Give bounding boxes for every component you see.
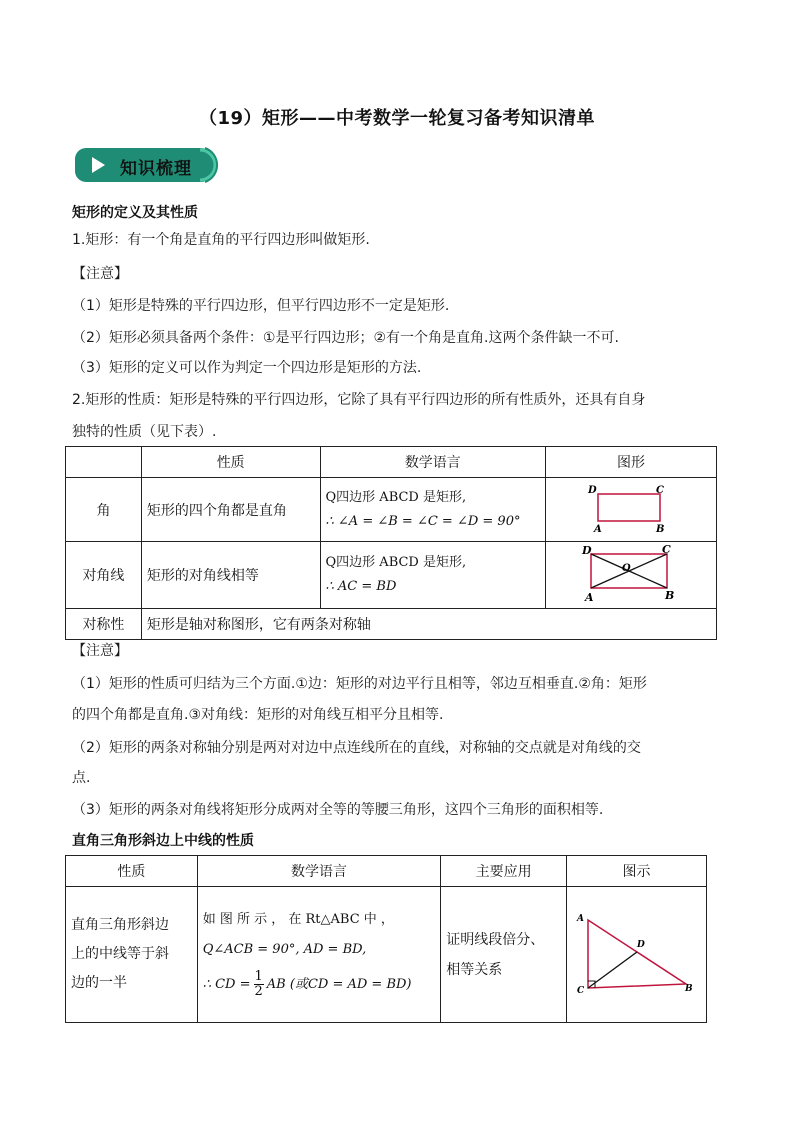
application-line: 相等关系: [446, 961, 503, 978]
vertex-label-c: C: [656, 484, 665, 496]
math-line: 如 图 所 示 ， 在 Rt△ABC 中 ，: [202, 911, 394, 927]
rectangle-properties-table: [65, 446, 717, 640]
math-line: Q四边形 ABCD 是矩形,: [325, 555, 467, 570]
midpoint-label-d: D: [637, 939, 646, 950]
property-cell: 矩形的四个角都是直角: [141, 478, 320, 542]
median-property-table: [65, 855, 707, 1023]
figure-cell: [566, 887, 706, 1023]
math-line: ∴ AC = BD: [325, 579, 397, 594]
vertex-label-d: D: [582, 544, 592, 557]
note-label: 【注意】: [72, 266, 128, 282]
property-cell: 矩形的对角线相等: [141, 542, 320, 609]
header-cell: 性质: [141, 447, 320, 478]
fraction-denominator: 2: [254, 984, 263, 999]
note-item: （3）矩形的定义可以作为判定一个四边形是矩形的方法.: [72, 360, 422, 376]
center-label-o: O: [622, 563, 631, 574]
vertex-label-b: B: [665, 589, 675, 602]
figure-cell: [546, 478, 717, 542]
note-item: （1）矩形的性质可归结为三个方面.①边：矩形的对边平行且相等，邻边互相垂直.②角：矩形: [72, 676, 647, 692]
section-heading-median: 直角三角形斜边上中线的性质: [72, 833, 254, 849]
vertex-label-c: C: [577, 985, 585, 996]
header-cell: 图形: [546, 447, 717, 478]
math-line: ∴ ∠A = ∠B = ∠C = ∠D = 90°: [325, 513, 521, 529]
row-name: 对角线: [66, 542, 142, 609]
vertex-label-b: B: [685, 983, 694, 994]
table-row: [66, 887, 707, 1023]
vertex-label-a: A: [594, 523, 602, 533]
property-cell: 矩形是轴对称图形，它有两条对称轴: [141, 609, 716, 640]
page-title: （19）矩形——中考数学一轮复习备考知识清单: [198, 108, 596, 129]
property-line: 边的一半: [71, 975, 127, 991]
header-cell: 性质: [66, 856, 198, 887]
vertex-label-a: A: [585, 591, 594, 604]
section-banner: [72, 145, 222, 185]
property-line: 直角三角形斜边: [71, 917, 169, 933]
table-header-row: [66, 856, 707, 887]
row-name: 角: [66, 478, 142, 542]
table-row: [66, 609, 717, 640]
note-label: 【注意】: [72, 643, 128, 659]
math-prefix: ∴ CD =: [202, 976, 251, 992]
banner-label: 知识梳理: [120, 159, 192, 179]
header-cell: [66, 447, 142, 478]
note-item: 点.: [72, 770, 91, 786]
property-cell: [66, 887, 198, 1023]
section-heading-rectangle: 矩形的定义及其性质: [72, 205, 198, 221]
rectangle-shape: [598, 494, 660, 521]
property-text: 独特的性质（见下表）.: [72, 424, 217, 440]
rectangle-figure: [586, 483, 676, 533]
property-line: 上的中线等于斜: [71, 946, 169, 962]
vertex-label-d: D: [588, 484, 597, 496]
header-cell: 数学语言: [197, 856, 441, 887]
vertex-label-c: C: [662, 543, 671, 556]
application-line: 证明线段倍分、: [446, 931, 545, 948]
table-row: [66, 542, 717, 609]
note-item: （2）矩形的两条对称轴分别是两对对边中点连线所在的直线，对称轴的交点就是对角线的交: [72, 740, 641, 756]
row-name: 对称性: [66, 609, 142, 640]
math-cell: [197, 887, 441, 1023]
math-line: Q∠ACB = 90°, AD = BD,: [202, 941, 367, 957]
header-cell: 主要应用: [441, 856, 567, 887]
table-header-row: [66, 447, 717, 478]
note-item: （1）矩形是特殊的平行四边形，但平行四边形不一定是矩形.: [72, 298, 450, 314]
diagonal-figure: [581, 542, 681, 604]
math-suffix: AB (或CD = AD = BD): [266, 976, 412, 992]
table-row: [66, 478, 717, 542]
header-cell: 图示: [566, 856, 706, 887]
note-item: （2）矩形必须具备两个条件：①是平行四边形；②有一个角是直角.这两个条件缺一不可.: [72, 330, 619, 346]
application-cell: [441, 887, 567, 1023]
note-item: 的四个角都是直角.③对角线：矩形的对角线互相平分且相等.: [72, 707, 444, 723]
math-line: [203, 965, 436, 1005]
vertex-label-a: A: [577, 913, 585, 924]
note-item: （3）矩形的两条对角线将矩形分成两对全等的等腰三角形，这四个三角形的面积相等.: [72, 802, 604, 818]
right-triangle-figure: [574, 908, 698, 998]
definition-text: 1.矩形：有一个角是直角的平行四边形叫做矩形.: [72, 232, 370, 248]
math-cell: [320, 478, 546, 542]
property-text: 2.矩形的性质：矩形是特殊的平行四边形，它除了具有平行四边形的所有性质外，还具有自身: [72, 392, 646, 408]
vertex-label-b: B: [656, 523, 665, 533]
fraction-numerator: 1: [254, 969, 263, 984]
header-cell: 数学语言: [320, 447, 546, 478]
math-cell: [320, 542, 546, 609]
figure-cell: [546, 542, 717, 609]
math-line: Q四边形 ABCD 是矩形,: [325, 489, 467, 505]
fraction: [254, 970, 264, 999]
